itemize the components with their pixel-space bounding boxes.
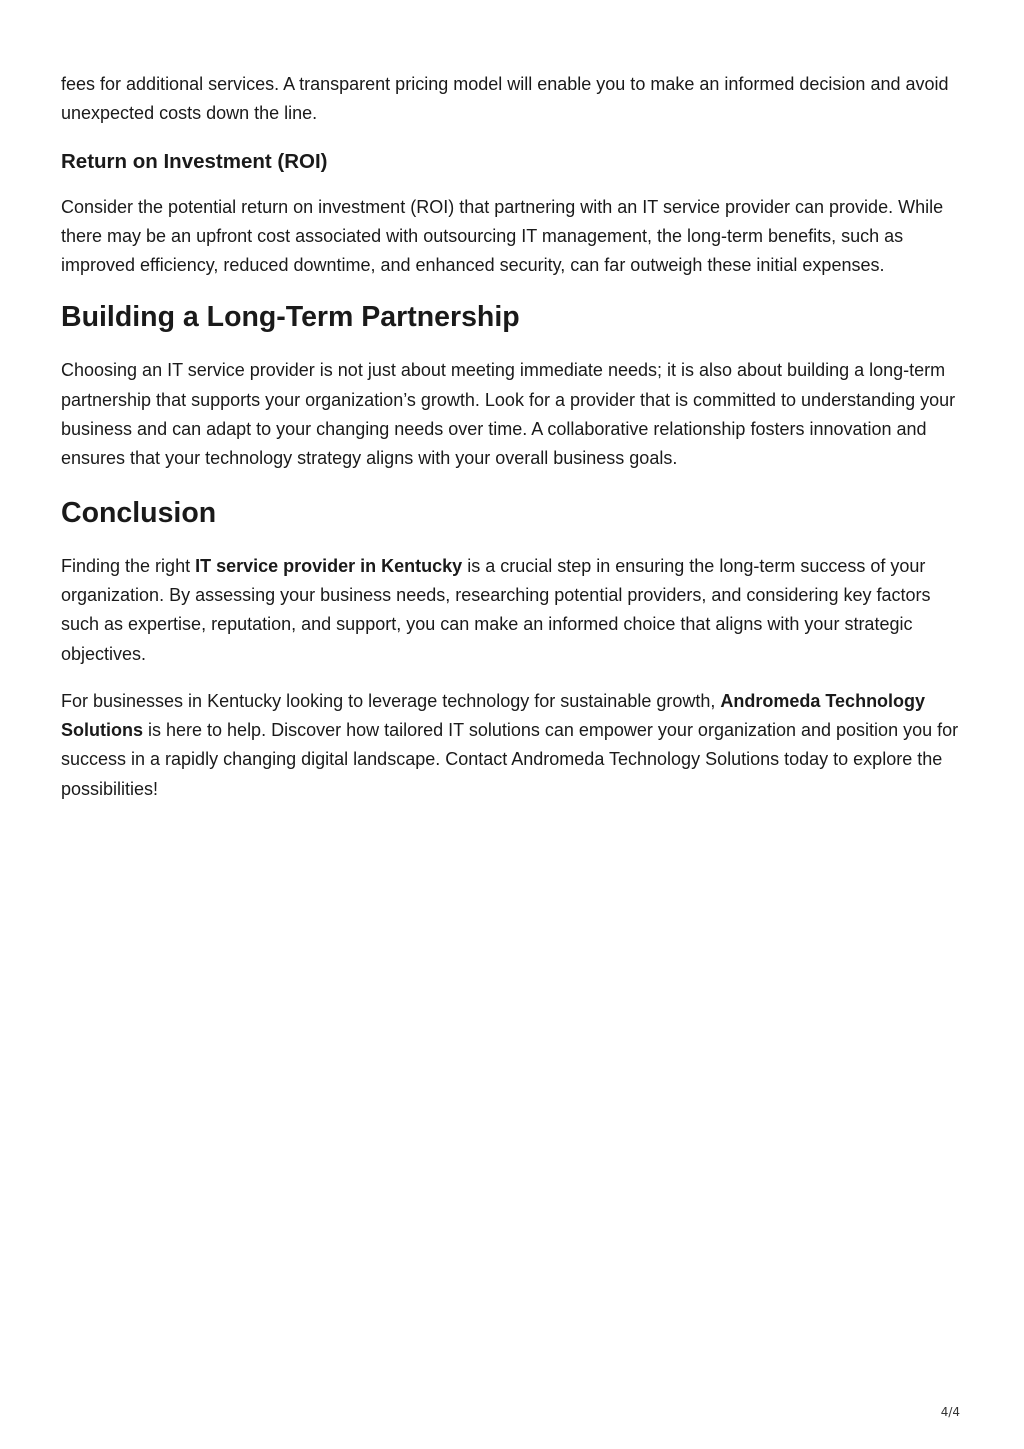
roi-heading: Return on Investment (ROI) — [61, 149, 328, 173]
document-page — [61, 70, 971, 822]
partnership-heading: Building a Long-Term Partnership — [61, 301, 520, 334]
conclusion-p2-text-before: For businesses in Kentucky looking to leverage technology for sustainable growth, — [61, 690, 721, 711]
conclusion-heading: Conclusion — [61, 496, 217, 529]
conclusion-paragraph-2 — [61, 687, 971, 804]
conclusion-p1-text-before: Finding the right — [61, 555, 196, 576]
intro-paragraph: fees for additional services. A transparent pricing model will enable you to make an informed decision and avoid unexpected costs down the line. — [61, 74, 949, 124]
conclusion-p2-text-after: is here to help. Discover how tailored IT solutions can empower your organization and position you for success in a rapidly changing digital landscape. Contact Andromeda Technology Solutions today to explore the possibilities! — [61, 720, 959, 799]
conclusion-p2-bold-company: Andromeda Technology Solutions — [61, 690, 926, 741]
conclusion-p1-text-after: is a crucial step in ensuring the long-term success of your organization. By assessing your business needs, researching potential providers, and considering key factors such as expertise, reputation, and support, you can make an informed choice that aligns with your strategic objectives. — [61, 555, 931, 664]
conclusion-paragraph-1 — [61, 552, 971, 669]
partnership-paragraph: Choosing an IT service provider is not just about meeting immediate needs; it is also about building a long-term partnership that supports your organization’s growth. Look for a provider that is committed to understanding your business and can adapt to your changing needs over time. A collaborative relationship fosters innovation and ensures that your technology strategy aligns with your overall business goals. — [61, 360, 956, 469]
page-number: 4/4 — [940, 1405, 960, 1419]
conclusion-p1-bold-keyword: IT service provider in Kentucky — [195, 555, 463, 576]
roi-paragraph: Consider the potential return on investment (ROI) that partnering with an IT service provider can provide. While there may be an upfront cost associated with outsourcing IT management, the long-term benefits, such as improved efficiency, reduced downtime, and enhanced security, can far outweigh these initial expenses. — [61, 196, 944, 276]
